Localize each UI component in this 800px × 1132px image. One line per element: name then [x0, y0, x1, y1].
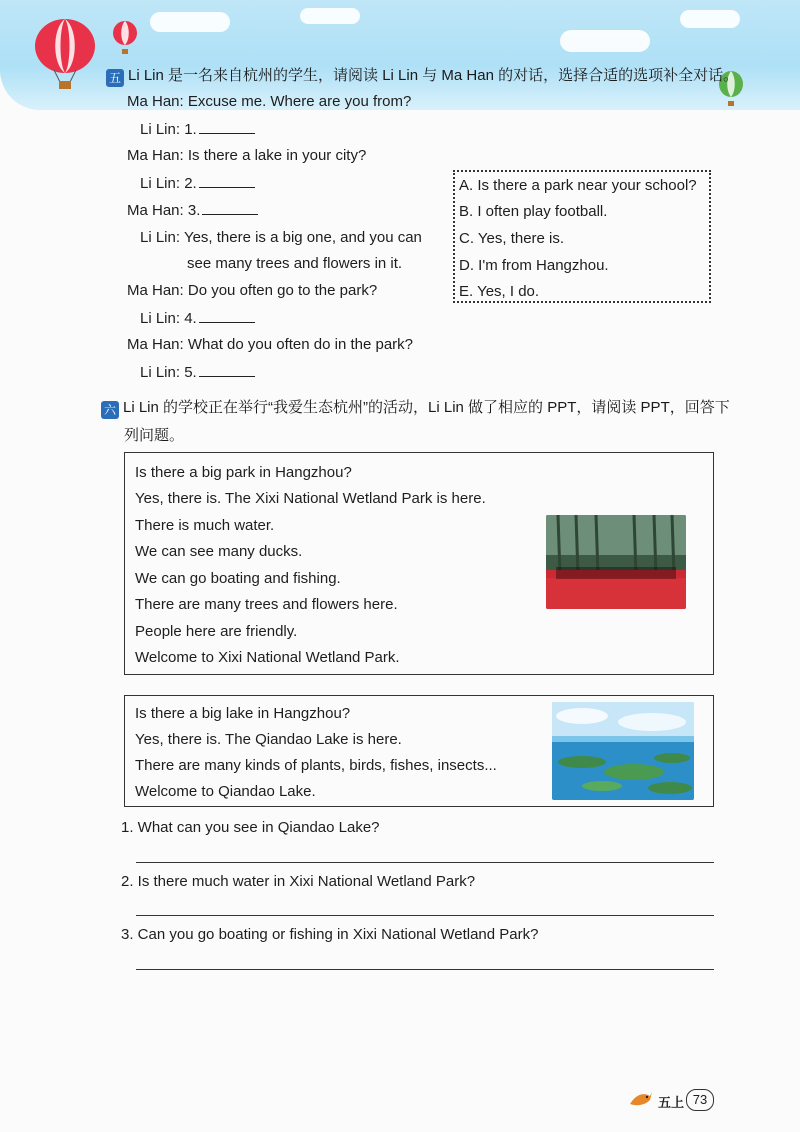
wetland-park-photo	[546, 515, 686, 609]
dialogue-line	[127, 281, 377, 301]
dialogue-line	[140, 119, 255, 140]
section5-title	[106, 66, 738, 87]
ppt-line: Is there a big park in Hangzhou?	[135, 464, 352, 481]
qiandao-lake-photo	[552, 702, 694, 800]
speaker: Li Lin:	[140, 121, 181, 138]
blank-number: 2.	[184, 175, 197, 192]
section5-number: 五	[106, 69, 124, 87]
bird-icon	[628, 1090, 654, 1110]
answer-blank[interactable]	[199, 308, 255, 323]
hot-air-balloon-icon	[30, 18, 100, 90]
small-balloon-icon	[110, 20, 140, 56]
ppt-line: There is much water.	[135, 517, 275, 534]
page-number: 73	[686, 1089, 714, 1111]
section6-title	[101, 398, 730, 419]
blank-number: 5.	[184, 364, 197, 381]
ppt-line: There are many trees and flowers here.	[135, 596, 398, 613]
dialogue-text: see many trees and flowers in it.	[187, 255, 403, 272]
dialogue-line	[127, 146, 366, 166]
dialogue-line	[140, 228, 422, 248]
cloud-decoration	[150, 12, 230, 32]
cloud-decoration	[300, 8, 360, 24]
cloud-decoration	[680, 10, 740, 28]
question-2: 2. Is there much water in Xixi National Wetland Park?	[121, 873, 476, 890]
ppt-line: There are many kinds of plants, birds, fishes, insects...	[135, 757, 497, 774]
speaker: Ma Han:	[127, 336, 184, 353]
grade-label: 五上	[658, 1095, 685, 1110]
dialogue-line	[140, 173, 255, 194]
section6-instruction-line1: Li Lin 的学校正在举行“我爱生态杭州”的活动，Li Lin 做了相应的 PPT，请阅读 PPT，回答下	[123, 399, 730, 416]
dialogue-line	[127, 335, 413, 355]
dialogue-line	[127, 92, 411, 112]
speaker: Li Lin:	[140, 229, 181, 246]
speaker: Li Lin:	[140, 364, 181, 381]
ppt-slide-xixi	[124, 452, 714, 675]
question-3: 3. Can you go boating or fishing in Xixi National Wetland Park?	[121, 926, 539, 943]
option-a: A. Is there a park near your school?	[459, 177, 697, 194]
speaker: Ma Han:	[127, 93, 184, 110]
question-1: 1. What can you see in Qiandao Lake?	[121, 819, 380, 836]
answer-blank[interactable]	[199, 173, 255, 188]
dialogue-line	[140, 362, 255, 383]
ppt-line: Is there a big lake in Hangzhou?	[135, 705, 351, 722]
speaker: Li Lin:	[140, 175, 181, 192]
option-d: D. I'm from Hangzhou.	[459, 257, 609, 274]
dialogue-text: Is there a lake in your city?	[187, 147, 367, 164]
ppt-line: Yes, there is. The Qiandao Lake is here.	[135, 731, 402, 748]
answer-line-2[interactable]	[136, 915, 714, 916]
speaker: Ma Han:	[127, 282, 184, 299]
section5-instruction: Li Lin 是一名来自杭州的学生，请阅读 Li Lin 与 Ma Han 的对话，选择合适的选项补全对话。	[128, 67, 739, 84]
option-e: E. Yes, I do.	[459, 283, 540, 300]
blank-number: 4.	[184, 310, 197, 327]
option-c: C. Yes, there is.	[459, 230, 565, 247]
section6-instruction-line2: 列问题。	[124, 427, 185, 444]
blank-number: 1.	[184, 121, 197, 138]
ppt-line: Welcome to Qiandao Lake.	[135, 783, 316, 800]
answer-line-3[interactable]	[136, 969, 714, 970]
answer-blank[interactable]	[202, 200, 258, 215]
cloud-decoration	[560, 30, 650, 52]
ppt-line: Yes, there is. The Xixi National Wetland Park is here.	[135, 490, 486, 507]
dialogue-text: What do you often do in the park?	[187, 336, 414, 353]
option-b: B. I often play football.	[459, 203, 608, 220]
dialogue-text: Do you often go to the park?	[187, 282, 378, 299]
ppt-slide-qiandao	[124, 695, 714, 807]
speaker: Li Lin:	[140, 310, 181, 327]
ppt-line: We can see many ducks.	[135, 543, 303, 560]
blank-number: 3.	[187, 202, 201, 219]
speaker: Ma Han:	[127, 147, 184, 164]
dialogue-line	[127, 200, 258, 221]
options-box	[453, 170, 711, 303]
ppt-line: Welcome to Xixi National Wetland Park.	[135, 649, 400, 666]
answer-blank[interactable]	[199, 362, 255, 377]
ppt-line: We can go boating and fishing.	[135, 570, 341, 587]
answer-line-1[interactable]	[136, 862, 714, 863]
section6-number: 六	[101, 401, 119, 419]
dialogue-text: Excuse me. Where are you from?	[187, 93, 412, 110]
page-footer	[628, 1088, 718, 1112]
speaker: Ma Han:	[127, 202, 184, 219]
dialogue-line	[187, 254, 402, 274]
dialogue-text: Yes, there is a big one, and you can	[183, 229, 422, 246]
ppt-line: People here are friendly.	[135, 623, 298, 640]
dialogue-line	[140, 308, 255, 329]
answer-blank[interactable]	[199, 119, 255, 134]
